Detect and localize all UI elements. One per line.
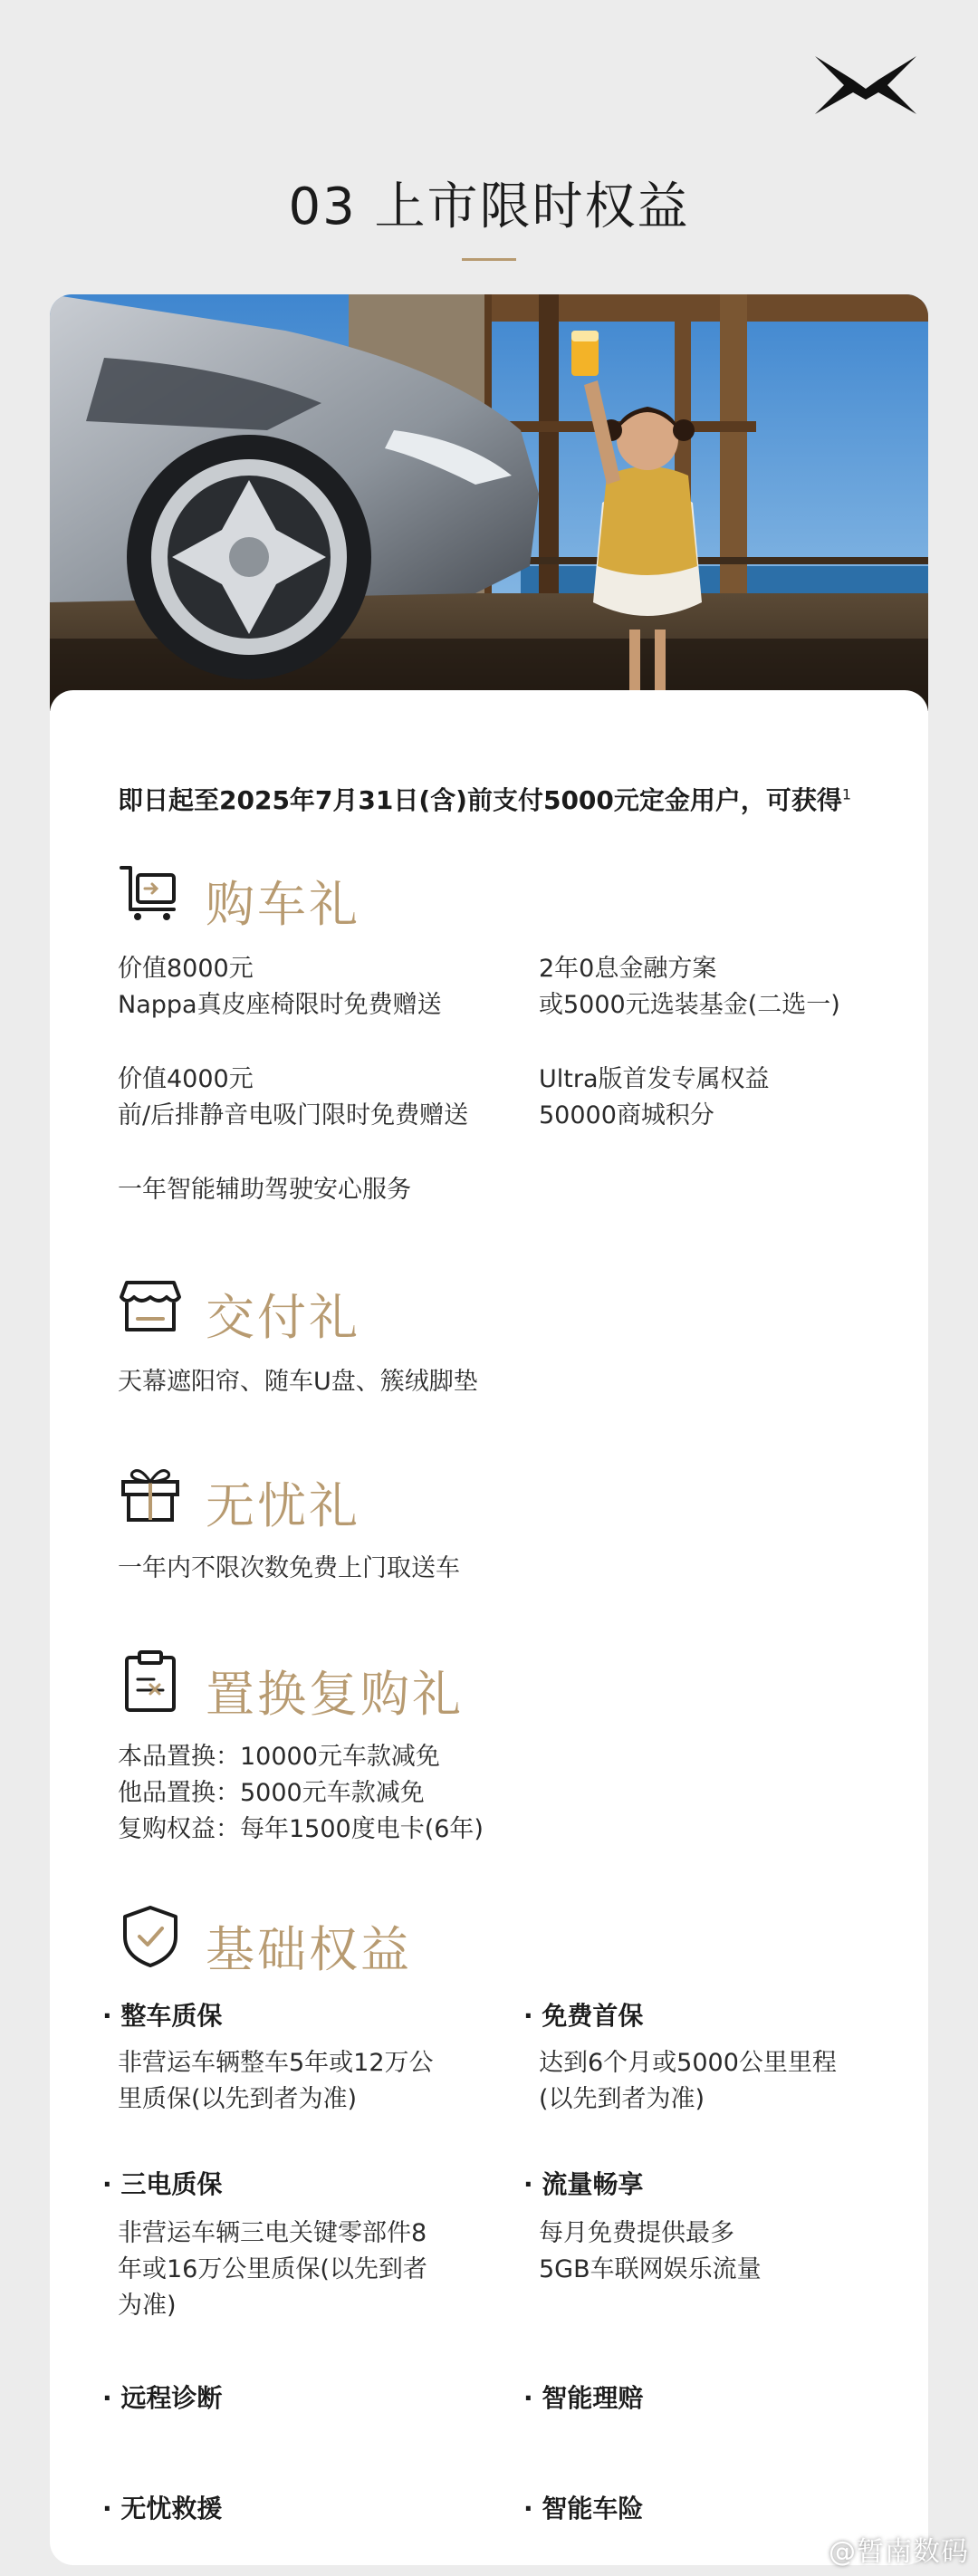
tradein-lines xyxy=(118,1739,484,1848)
clipboard-icon xyxy=(118,1648,183,1714)
section-basic-header xyxy=(118,1904,752,1978)
purchase-item-4-line1: Ultra版首发专属权益 xyxy=(539,1065,770,1093)
basic-item-8-title: · 智能车险 xyxy=(523,2494,644,2523)
purchase-item-2-line1: 2年0息金融方案 xyxy=(539,955,717,983)
basic-item-1-line-1: 非营运车辆整车5年或12万公 xyxy=(118,2049,434,2077)
basic-item-1-line-2: 里质保(以先到者为准) xyxy=(118,2085,358,2113)
section-worryfree-header xyxy=(118,1460,752,1534)
shield-check-icon xyxy=(118,1904,183,1969)
tradein-line-1: 本品置换：10000元车款减免 xyxy=(118,1743,440,1771)
intro-text xyxy=(118,781,851,817)
purchase-item-1-line2: Nappa真皮座椅限时免费赠送 xyxy=(118,991,442,1019)
intro-footnote: 1 xyxy=(841,785,852,803)
basic-item-3-line-2: 年或16万公里质保(以先到者 xyxy=(118,2255,427,2283)
purchase-item-3 xyxy=(118,1062,468,1134)
basic-item-3-line-1: 非营运车辆三电关键零部件8 xyxy=(118,2219,427,2247)
watermark: @暂南数码 xyxy=(829,2536,969,2568)
basic-item-4-line-2: 5GB车联网娱乐流量 xyxy=(539,2255,762,2283)
gift-icon xyxy=(118,1460,183,1525)
purchase-item-4-line2: 50000商城积分 xyxy=(539,1101,714,1129)
purchase-item-2 xyxy=(539,951,840,1024)
basic-item-2-line-1: 达到6个月或5000公里里程 xyxy=(539,2049,837,2077)
section-worryfree-title: 无忧礼 xyxy=(206,1477,360,1534)
section-basic-title: 基础权益 xyxy=(206,1921,412,1978)
basic-item-4-line-1: 每月免费提供最多 xyxy=(539,2219,734,2247)
basic-item-6-title: · 智能理赔 xyxy=(523,2383,644,2413)
cart-icon xyxy=(118,859,183,924)
title-divider xyxy=(462,258,516,261)
basic-item-3-title: · 三电质保 xyxy=(102,2169,223,2199)
purchase-item-1 xyxy=(118,951,442,1024)
tradein-line-3: 复购权益：每年1500度电卡(6年) xyxy=(118,1815,484,1843)
basic-item-5-title: · 远程诊断 xyxy=(102,2383,223,2413)
basic-item-3-desc xyxy=(118,2216,427,2324)
purchase-extra: 一年智能辅助驾驶安心服务 xyxy=(118,1176,411,1204)
basic-item-4-desc xyxy=(539,2216,762,2288)
basic-item-1-title: · 整车质保 xyxy=(102,2001,223,2031)
basic-item-2-line-2: (以先到者为准) xyxy=(539,2085,705,2113)
basic-item-4-title: · 流量畅享 xyxy=(523,2169,644,2199)
section-purchase-header xyxy=(118,859,752,933)
page-title: 03 上市限时权益 xyxy=(288,178,690,236)
worryfree-text: 一年内不限次数免费上门取送车 xyxy=(118,1554,460,1582)
basic-item-1-desc xyxy=(118,2045,434,2118)
basic-item-2-title: · 免费首保 xyxy=(523,2001,644,2031)
basic-item-7-title: · 无忧救援 xyxy=(102,2494,223,2523)
purchase-item-4 xyxy=(539,1062,770,1134)
intro-main: 即日起至2025年7月31日(含)前支付5000元定金用户，可获得 xyxy=(118,785,842,815)
store-icon xyxy=(118,1272,183,1337)
purchase-item-1-line1: 价值8000元 xyxy=(118,955,254,983)
purchase-item-3-line1: 价值4000元 xyxy=(118,1065,254,1093)
xpeng-logo xyxy=(810,53,922,118)
delivery-text: 天幕遮阳帘、随车U盘、簇绒脚垫 xyxy=(118,1368,478,1396)
section-purchase-title: 购车礼 xyxy=(206,876,360,933)
purchase-item-2-line2: 或5000元选装基金(二选一) xyxy=(539,991,840,1019)
purchase-item-3-line2: 前/后排静音电吸门限时免费赠送 xyxy=(118,1101,469,1129)
section-tradein-title: 置换复购礼 xyxy=(206,1666,464,1723)
hero-image xyxy=(50,294,928,711)
tradein-line-2: 他品置换：5000元车款减免 xyxy=(118,1779,425,1807)
section-delivery-header xyxy=(118,1272,752,1346)
section-delivery-title: 交付礼 xyxy=(206,1289,360,1346)
basic-item-3-line-3: 为准) xyxy=(118,2292,177,2320)
basic-item-2-desc xyxy=(539,2045,837,2118)
benefits-card xyxy=(50,690,928,2565)
section-tradein-header xyxy=(118,1648,752,1723)
